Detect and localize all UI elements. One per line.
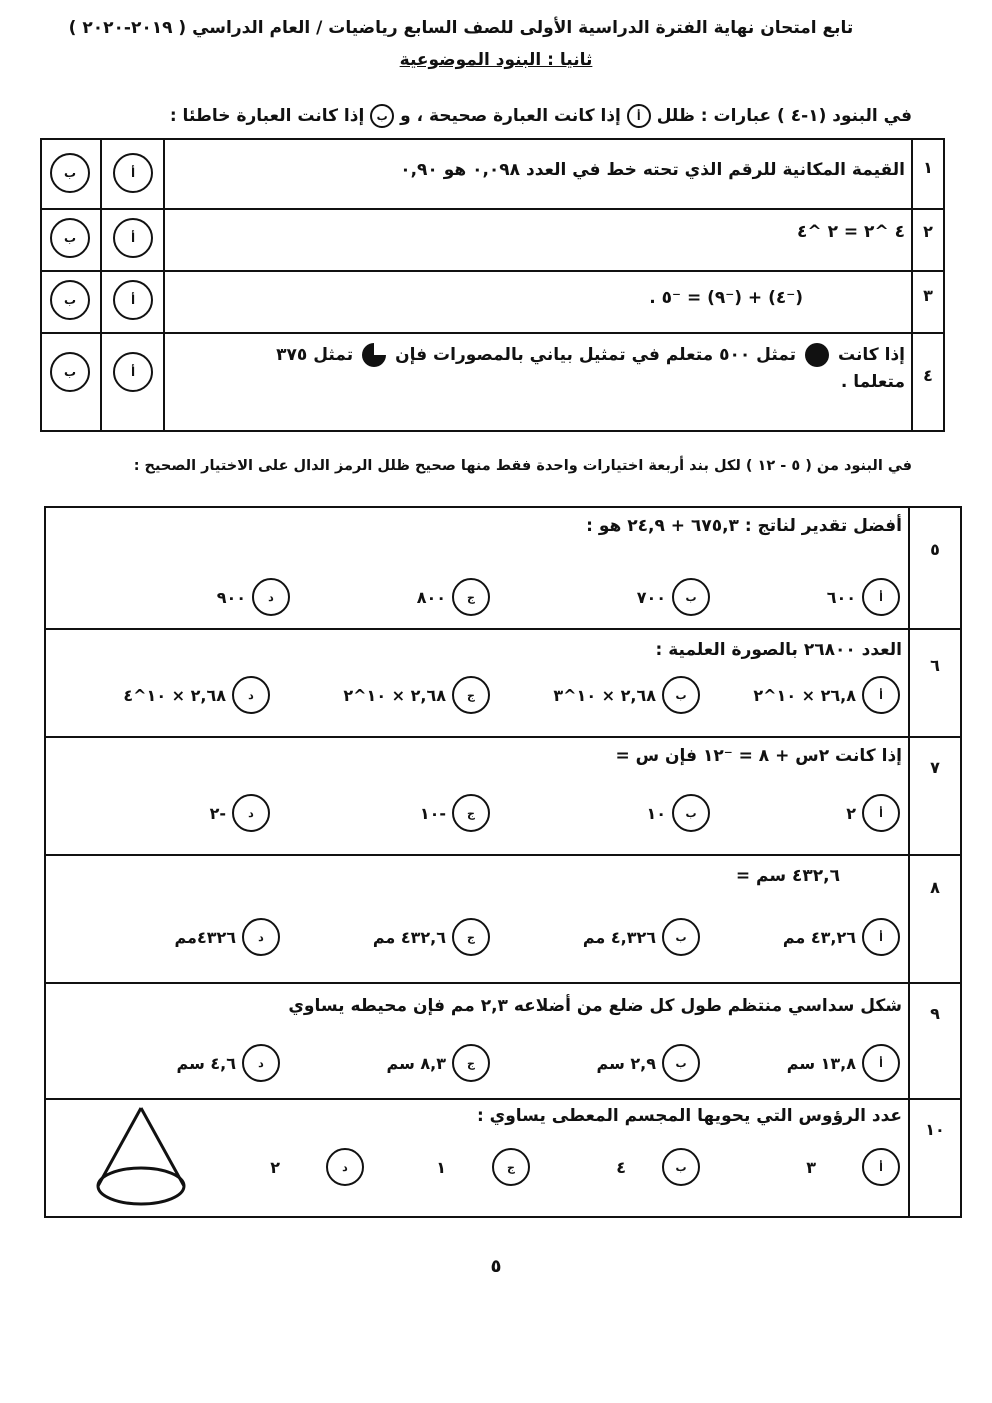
option-value: ٢ <box>270 1157 280 1177</box>
exam-header-title: تابع امتحان نهاية الفترة الدراسية الأولى للصف السابع رياضيات / العام الدراسي ( ٢٠١٩-٢٠٢٠ ) <box>68 18 854 38</box>
option-value: ٢٦,٨ × ١٠^٢ <box>753 685 856 705</box>
question-number: ٧ <box>930 758 940 777</box>
option-d[interactable] <box>217 578 290 616</box>
option-bubble[interactable]: د <box>242 1044 280 1082</box>
option-bubble[interactable]: ب <box>662 918 700 956</box>
question-number: ٨ <box>930 878 940 897</box>
option-c[interactable] <box>417 578 490 616</box>
option-value: ٣ <box>806 1157 816 1177</box>
option-value: ٢,٩ سم <box>596 1053 656 1073</box>
option-bubble[interactable]: أ <box>862 1148 900 1186</box>
option-bubble[interactable]: ج <box>452 578 490 616</box>
option-a[interactable] <box>806 1148 900 1186</box>
item-text: إذا كانت <box>838 345 905 365</box>
option-c[interactable] <box>373 918 490 956</box>
option-b[interactable] <box>646 794 710 832</box>
option-bubble[interactable]: د <box>326 1148 364 1186</box>
option-value: ٤٣٢٦مم <box>174 927 236 947</box>
item-statement <box>165 342 905 368</box>
instruction-text: إذا كانت العبارة صحيحة ، و <box>400 106 621 126</box>
full-circle-icon <box>804 342 830 368</box>
option-bubble[interactable]: د <box>242 918 280 956</box>
cone-figure-icon <box>94 1104 188 1210</box>
option-value: ٤,٣٢٦ مم <box>582 927 656 947</box>
item-text: تمثل ٥٠٠ متعلم في تمثيل بياني بالمصورات فإن <box>395 345 797 365</box>
item-statement: القيمة المكانية للرقم الذي تحته خط في العدد ٠,٠٩٨ هو ٠,٩٠ <box>400 160 905 180</box>
option-a[interactable] <box>753 676 900 714</box>
option-bubble[interactable]: أ <box>862 676 900 714</box>
option-b[interactable] <box>553 676 700 714</box>
question-text: شكل سداسي منتظم طول كل ضلع من أضلاعه ٢,٣ مم فإن محيطه يساوي <box>288 996 902 1016</box>
option-value: -١٠ <box>419 803 446 823</box>
symbol-b-circle: ب <box>370 104 394 128</box>
option-b[interactable] <box>597 1044 700 1082</box>
item-statement: (⁻٤) + (⁻٩) = ⁻٥ . <box>649 288 803 308</box>
three-quarter-circle-icon <box>361 342 387 368</box>
answer-a-bubble[interactable]: أ <box>113 218 153 258</box>
option-bubble[interactable]: أ <box>862 918 900 956</box>
option-b[interactable] <box>583 918 700 956</box>
item-number: ٣ <box>923 286 933 305</box>
multiple-choice-table <box>44 506 962 1218</box>
option-bubble[interactable]: ج <box>492 1148 530 1186</box>
option-bubble[interactable]: ج <box>452 676 490 714</box>
page-number: ٥ <box>490 1256 502 1277</box>
item-text: تمثل ٣٧٥ <box>276 345 354 365</box>
option-bubble[interactable]: د <box>232 794 270 832</box>
option-value: ١٠ <box>646 803 666 823</box>
question-number: ٦ <box>930 656 940 675</box>
option-value: ٢,٦٨ × ١٠^٤ <box>123 685 226 705</box>
option-c[interactable] <box>420 794 490 832</box>
question-text: العدد ٢٦٨٠٠ بالصورة العلمية : <box>655 640 902 660</box>
option-bubble[interactable]: ج <box>452 1044 490 1082</box>
option-value: ٧٠٠ <box>636 587 666 607</box>
option-b[interactable] <box>637 578 710 616</box>
option-bubble[interactable]: أ <box>862 794 900 832</box>
question-number: ٥ <box>930 540 940 559</box>
option-bubble[interactable]: ب <box>662 676 700 714</box>
option-bubble[interactable]: د <box>252 578 290 616</box>
option-a[interactable] <box>846 794 900 832</box>
question-number: ٩ <box>930 1004 940 1023</box>
option-value: ١ <box>436 1157 446 1177</box>
item-statement-continued: متعلما . <box>840 372 905 392</box>
option-bubble[interactable]: د <box>232 676 270 714</box>
section2-instruction: في البنود من ( ٥ - ١٢ ) لكل بند أربعة اختيارات واحدة فقط منها صحيح ظلل الرمز الدال على الاختيار الصحيح : <box>133 458 912 474</box>
option-c[interactable] <box>436 1148 530 1186</box>
item-number: ٢ <box>923 222 933 241</box>
option-bubble[interactable]: أ <box>862 578 900 616</box>
option-a[interactable] <box>783 918 900 956</box>
option-bubble[interactable]: ب <box>662 1148 700 1186</box>
question-text: إذا كانت ٢س + ٨ = ⁻١٢ فإن س = <box>615 746 902 766</box>
option-d[interactable] <box>210 794 270 832</box>
item-number: ١ <box>923 158 933 177</box>
option-a[interactable] <box>787 1044 900 1082</box>
answer-b-bubble[interactable]: ب <box>50 352 90 392</box>
option-b[interactable] <box>616 1148 700 1186</box>
option-value: ٩٠٠ <box>216 587 246 607</box>
instruction-text: في البنود (١-٤ ) عبارات : ظلل <box>656 106 912 126</box>
answer-a-bubble[interactable]: أ <box>113 280 153 320</box>
answer-b-bubble[interactable]: ب <box>50 218 90 258</box>
option-d[interactable] <box>177 1044 280 1082</box>
question-text: أفضل تقدير لناتج : ٦٧٥,٣ + ٢٤,٩ هو : <box>586 516 902 536</box>
answer-b-bubble[interactable]: ب <box>50 280 90 320</box>
option-bubble[interactable]: ب <box>662 1044 700 1082</box>
answer-a-bubble[interactable]: أ <box>113 153 153 193</box>
option-c[interactable] <box>343 676 490 714</box>
option-bubble[interactable]: ج <box>452 918 490 956</box>
question-number: ١٠ <box>925 1120 945 1139</box>
option-value: ٢,٦٨ × ١٠^٣ <box>553 685 656 705</box>
symbol-a-circle: أ <box>627 104 651 128</box>
true-false-table <box>40 138 945 432</box>
section-title: ثانيا : البنود الموضوعية <box>399 50 593 70</box>
option-bubble[interactable]: ب <box>672 578 710 616</box>
option-value: ١٣,٨ سم <box>786 1053 856 1073</box>
option-value: ٤ <box>616 1157 626 1177</box>
option-value: ٨٠٠ <box>416 587 446 607</box>
item-number: ٤ <box>923 366 933 385</box>
option-bubble[interactable]: ب <box>672 794 710 832</box>
option-c[interactable] <box>387 1044 490 1082</box>
item-statement: ٤ ^٢ = ٢ ^٤ <box>797 222 905 242</box>
answer-b-bubble[interactable]: ب <box>50 153 90 193</box>
question-text: عدد الرؤوس التي يحويها المجسم المعطى يساوي : <box>476 1106 902 1126</box>
option-a[interactable] <box>827 578 900 616</box>
option-d[interactable] <box>123 676 270 714</box>
option-value: ٨,٣ سم <box>386 1053 446 1073</box>
option-d[interactable] <box>270 1148 364 1186</box>
answer-a-bubble[interactable]: أ <box>113 352 153 392</box>
option-value: ٤,٦ سم <box>176 1053 236 1073</box>
option-d[interactable] <box>174 918 280 956</box>
option-bubble[interactable]: ج <box>452 794 490 832</box>
option-value: ٦٠٠ <box>826 587 856 607</box>
option-value: -٢ <box>209 803 226 823</box>
instruction-text: إذا كانت العبارة خاطئا : <box>169 106 365 126</box>
section1-instruction <box>40 104 912 128</box>
option-value: ٢,٦٨ × ١٠^٢ <box>343 685 446 705</box>
option-bubble[interactable]: أ <box>862 1044 900 1082</box>
option-value: ٤٣,٢٦ مم <box>782 927 856 947</box>
question-text: ٤٣٢,٦ سم = <box>735 866 840 886</box>
option-value: ٤٣٢,٦ مم <box>372 927 446 947</box>
option-value: ٢ <box>846 803 856 823</box>
